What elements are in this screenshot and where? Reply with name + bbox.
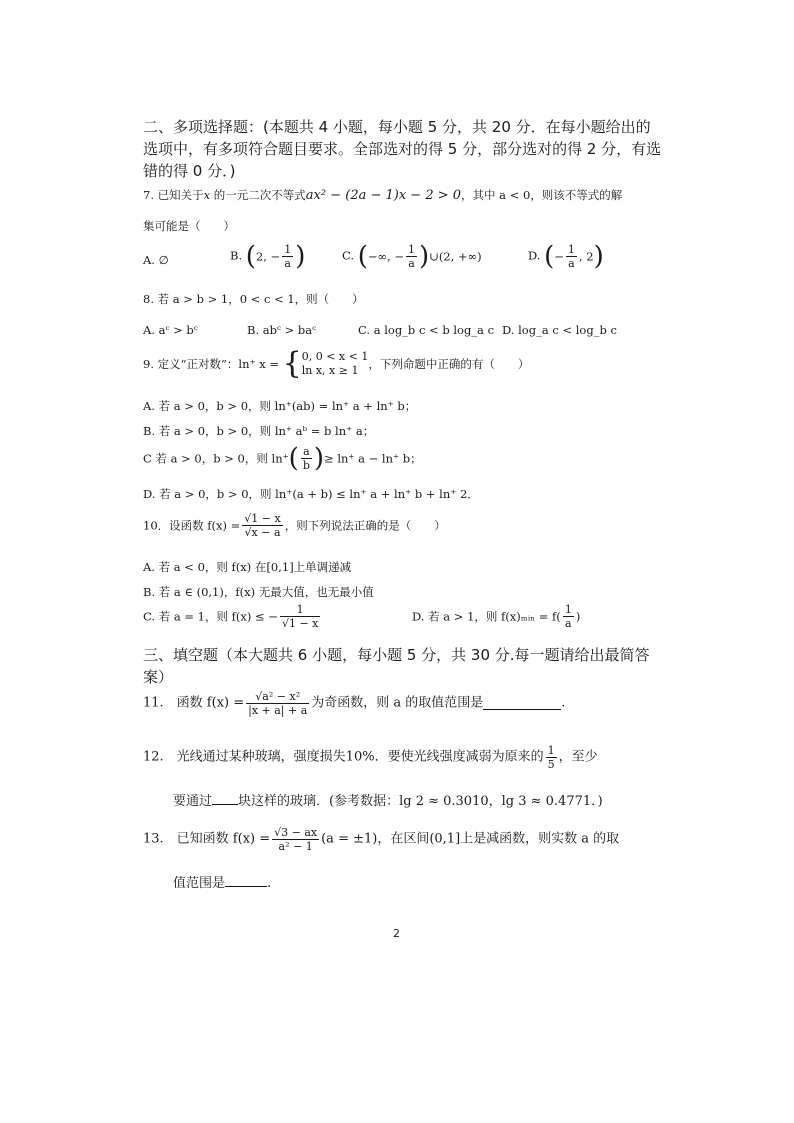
q7-option-d-label: D. — [528, 248, 541, 263]
q10-numerator: √1 − x — [244, 512, 281, 525]
q9-case-2: ln x, x ≥ 1 — [301, 364, 359, 377]
q9-option-b: B. 若 a > 0，b > 0，则 ln⁺ aᵇ = b ln⁺ a； — [143, 424, 375, 438]
q7-option-c: C. (−∞, − $\frac{1}{a}$ )∪(2, +∞) — [342, 241, 482, 272]
question-10-stem — [143, 512, 446, 539]
question-13-line2 — [173, 875, 271, 893]
q10-option-d-den: a — [565, 617, 572, 630]
question-11 — [143, 690, 565, 717]
q8-option-c: C. a log_b c < b log_a c — [358, 323, 495, 337]
question-7-stem — [143, 187, 622, 204]
q7-option-c-den: a — [408, 257, 415, 270]
q11-answer-blank — [483, 698, 561, 710]
q9-option-c: C 若 a > 0，b > 0，则 ln⁺( $\frac{a}{b}$ )≥ ln⁺ a − ln⁺ b； — [143, 443, 422, 474]
q7-option-b-expr: 2, − — [255, 249, 281, 264]
q12-line2-pre: 要通过 — [173, 794, 213, 809]
page-number: 2 — [393, 927, 400, 940]
q10-prefix: 10．设函数 f(x) = — [143, 518, 241, 533]
section-heading-fill-in: 三、填空题（本大题共 6 小题，每小题 5 分，共 30 分.每一题请给出最简答案） — [143, 646, 650, 686]
q9-option-d: D. 若 a > 0，b > 0，则 ln⁺(a + b) ≤ ln⁺ a + ln⁺ b + ln⁺ 2． — [143, 487, 479, 501]
q7-condition: ，其中 a < 0 — [461, 188, 531, 202]
q7-option-a: A. ∅ — [143, 253, 169, 267]
question-12-line2 — [173, 793, 603, 811]
q13-numerator: √3 − ax — [274, 826, 318, 839]
section-heading-multiple-choice: 二、多项选择题：(本题共 4 小题，每小题 5 分，共 20 分．在每小题给出的选项中，有多项符合题目要求。全部选对的得 5 分，部分选对的得 2 分，有选错的得 0 分．) — [143, 118, 662, 180]
q11-tail: 为奇函数，则 a 的取值范围是 — [311, 695, 484, 711]
q8-option-b: B. abᶜ > baᶜ — [247, 323, 317, 337]
question-13-line1 — [143, 826, 619, 853]
question-9-stem: 9. 定义“正对数”：ln⁺ x = { 0, 0 < x < 1 ln x, x ≥ 1 ，下列命题中正确的有（ ） — [143, 346, 530, 381]
q7-option-d-expr: , 2 — [578, 249, 594, 264]
q7-option-c-union: ∪(2, +∞) — [429, 249, 482, 264]
q10-option-a: A. 若 a < 0，则 f(x) 在[0,1]上单调递减 — [143, 560, 352, 574]
q7-option-c-label: C. — [342, 248, 355, 263]
q7-option-d-minus: − — [554, 249, 564, 264]
q10-option-d-pre: D. 若 a > 1，则 f(x)ₘᵢₙ = f( — [412, 609, 561, 624]
q9-case-1: 0, 0 < x < 1 — [301, 350, 369, 363]
q7-option-d-den: a — [568, 257, 575, 270]
q9-prefix: 9. 定义“正对数”：ln⁺ x = — [143, 357, 279, 371]
q13-prefix: 13. 已知函数 f(x) = — [143, 831, 271, 847]
q7-x: x — [203, 188, 211, 202]
q10-option-d-post: ) — [575, 609, 581, 624]
q10-option-d — [412, 603, 580, 630]
q7-option-c-num: 1 — [408, 243, 416, 256]
question-8-stem: 8. 若 a > b > 1，0 < c < 1，则（ ） — [143, 292, 364, 306]
q11-denominator: |x + a| + a — [248, 704, 308, 717]
q9-option-c-post: ≥ ln⁺ a − ln⁺ b； — [324, 451, 422, 466]
q7-inequality: ax² − (2a − 1)x − 2 > 0 — [305, 188, 462, 203]
q10-option-c-den: √1 − x — [281, 617, 319, 630]
q9-tail: ，下列命题中正确的有（ ） — [368, 357, 530, 371]
q7-option-b-label: B. — [230, 248, 243, 263]
q10-option-c — [143, 603, 322, 630]
q8-option-d: D. log_a c < log_b c — [502, 323, 617, 337]
q7-option-b: B. (2, − $\frac{1}{a}$ ) — [230, 241, 306, 272]
question-7-line2: 集可能是（ ） — [143, 219, 235, 233]
q10-option-b: B. 若 a ∈ (0,1)，f(x) 无最大值，也无最小值 — [143, 585, 374, 599]
q8-option-a: A. aᶜ > bᶜ — [143, 323, 198, 337]
q7-option-c-expr: −∞, − — [367, 249, 405, 264]
q9-option-c-pre: C 若 a > 0，b > 0，则 ln⁺ — [143, 451, 289, 466]
q11-end: . — [561, 695, 566, 711]
q13-line2-post: . — [267, 876, 272, 891]
q10-option-c-pre: C. 若 a = 1，则 f(x) ≤ − — [143, 609, 278, 624]
q7-option-d-num: 1 — [567, 243, 575, 256]
q7-option-b-den: a — [284, 257, 291, 270]
q7-option-d: D. (− $\frac{1}{a}$ , 2) — [528, 241, 604, 272]
q10-tail: ，则下列说法正确的是（ ） — [284, 518, 446, 533]
q13-line2-pre: 值范围是 — [173, 876, 226, 891]
q11-prefix: 11. 函数 f(x) = — [143, 695, 245, 711]
q7-option-b-num: 1 — [284, 243, 292, 256]
q10-denominator: √x − a — [244, 526, 281, 539]
q10-option-d-num: 1 — [564, 603, 572, 616]
q12-frac-den: 5 — [547, 758, 555, 771]
q12-line2-post: 块这样的玻璃．(参考数据：lg 2 ≈ 0.3010，lg 3 ≈ 0.4771．) — [238, 794, 603, 809]
question-12-line1 — [143, 744, 598, 771]
q12-answer-blank — [212, 793, 238, 805]
q7-tail: ，则该不等式的解 — [530, 188, 623, 202]
q7-mid: 的一元二次不等式 — [210, 188, 306, 202]
q13-tail: (a = ±1)，在区间(0,1]上是减函数，则实数 a 的取 — [321, 831, 620, 847]
q9-option-c-den: b — [302, 459, 310, 472]
q12-line1-pre: 12. 光线通过某种玻璃，强度损失10%．要使光线强度减弱为原来的 — [143, 749, 544, 765]
q7-prefix: 7. 已知关于 — [143, 188, 204, 202]
q9-option-a: A. 若 a > 0，b > 0，则 ln⁺(ab) = ln⁺ a + ln⁺ b； — [143, 399, 417, 413]
q11-numerator: √a² − x² — [246, 690, 309, 704]
q10-option-c-num: 1 — [280, 603, 320, 617]
q12-frac-num: 1 — [547, 744, 555, 757]
q12-line1-post: ，至少 — [558, 749, 598, 765]
q9-option-c-num: a — [301, 445, 312, 459]
q13-denominator: a² − 1 — [278, 840, 313, 853]
q13-answer-blank — [225, 875, 267, 887]
